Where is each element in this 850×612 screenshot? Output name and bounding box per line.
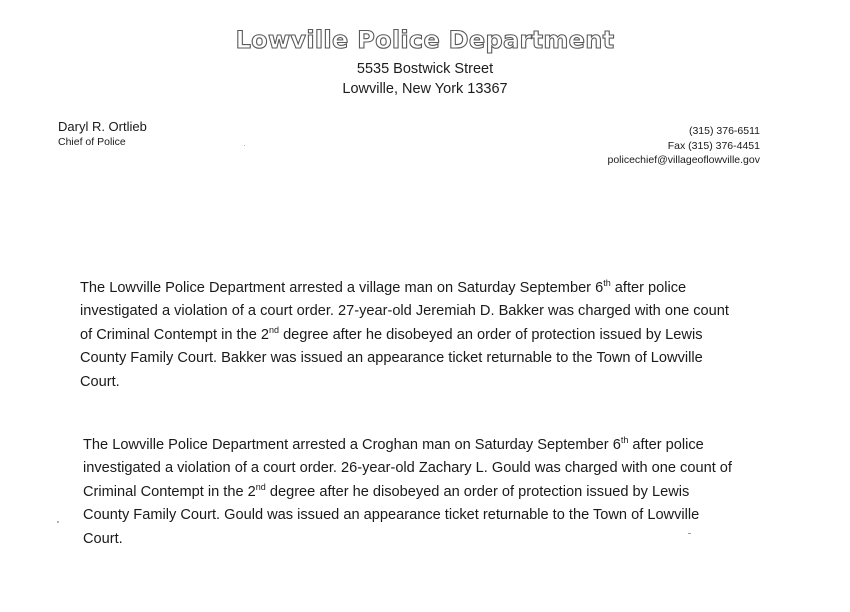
paragraph-line [83, 481, 803, 504]
ordinal-suffix: nd [269, 324, 280, 335]
department-title: Lowville Police Department [235, 26, 615, 54]
paragraph-line [80, 277, 800, 300]
text-fragment: degree after he disobeyed an order of protection issued by Lewis [265, 483, 690, 500]
paragraph-line: County Family Court. Gould was issued an appearance ticket returnable to the Town of Lowville [83, 507, 700, 524]
scan-speck [688, 533, 691, 534]
fax-number: Fax (315) 376-4451 [667, 139, 760, 152]
text-fragment: of Criminal Contempt in the 2 [80, 326, 269, 343]
ordinal-suffix: nd [255, 481, 266, 492]
chief-title: Chief of Police [58, 136, 126, 148]
paragraph-line [80, 324, 800, 347]
text-fragment: after police [610, 280, 687, 296]
chief-name: Daryl R. Ortlieb [58, 119, 147, 134]
ordinal-suffix: th [603, 278, 611, 288]
phone-number: (315) 376-6511 [688, 125, 760, 137]
paragraph-line: Court. [83, 530, 123, 547]
text-fragment: degree after he disobeyed an order of protection issued by Lewis [279, 326, 703, 343]
press-release-paragraph-1 [80, 277, 800, 394]
scan-speck [57, 521, 59, 523]
paragraph-line: investigated a violation of a court order. 27-year-old Jeremiah D. Bakker was charged with one count [80, 303, 729, 320]
contact-block [608, 124, 761, 168]
text-fragment: Criminal Contempt in the 2 [83, 483, 256, 500]
paragraph-line [83, 434, 803, 457]
email-address: policechief@villageoflowville.gov [607, 154, 760, 166]
paragraph-line: Court. [80, 373, 120, 390]
chief-block [58, 118, 147, 149]
text-fragment: The Lowville Police Department arrested a village man on Saturday September 6 [80, 280, 604, 296]
text-fragment: The Lowville Police Department arrested a Croghan man on Saturday September 6 [83, 437, 621, 453]
city-state-zip: Lowville, New York 13367 [342, 81, 508, 97]
paragraph-line: investigated a violation of a court order. 26-year-old Zachary L. Gould was charged with one count of [83, 460, 732, 477]
scan-speck [244, 145, 245, 146]
ordinal-suffix: th [620, 435, 629, 445]
street-address: 5535 Bostwick Street [356, 61, 494, 77]
press-release-paragraph-2 [83, 434, 803, 551]
paragraph-line: County Family Court. Bakker was issued an appearance ticket returnable to the Town of Lowville [80, 350, 703, 367]
text-fragment: after police [628, 437, 704, 453]
